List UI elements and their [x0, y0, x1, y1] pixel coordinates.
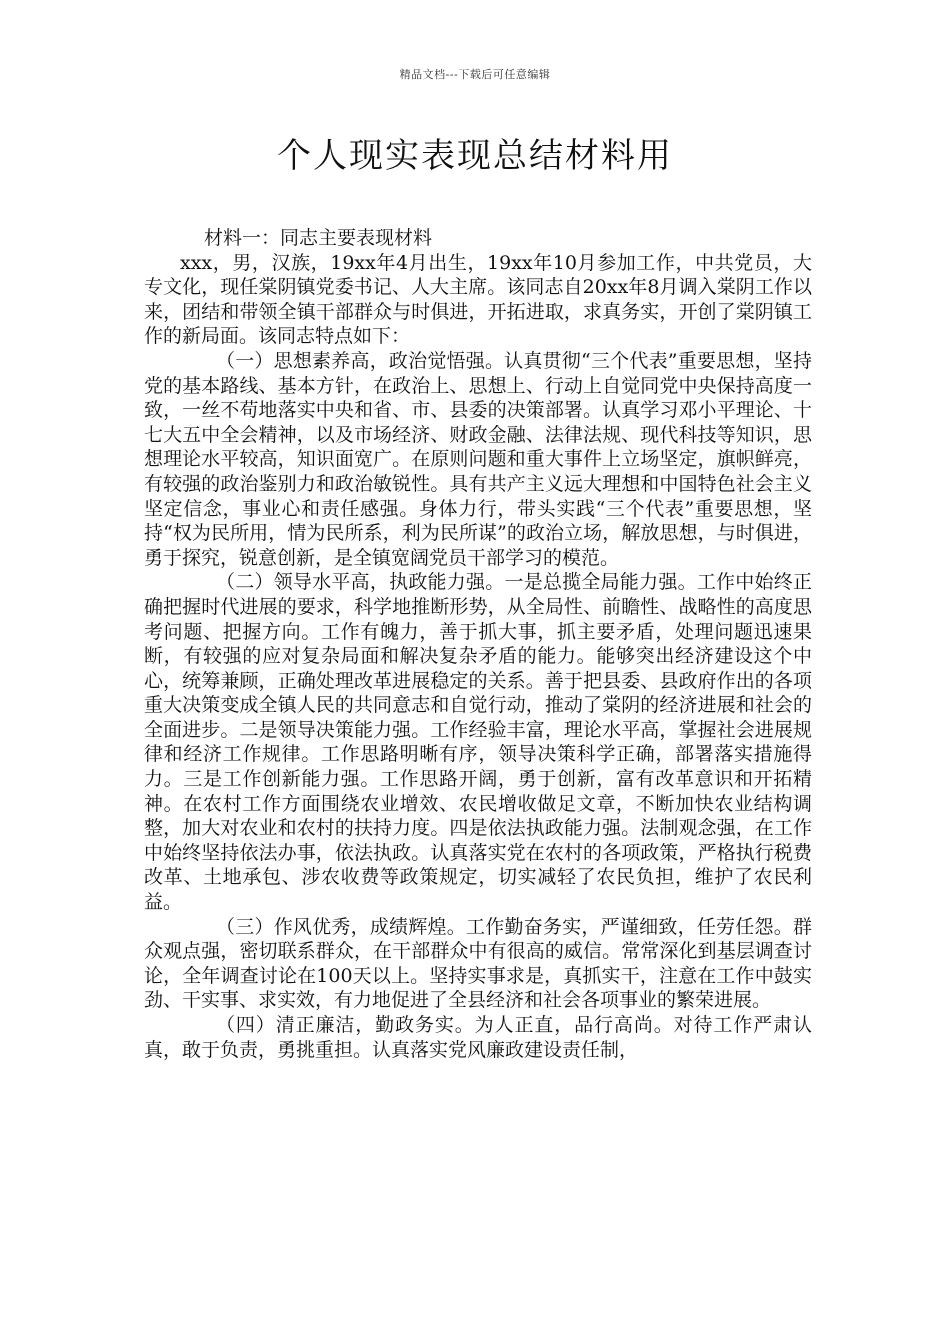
- material-subheading: 材料一：同志主要表现材料: [204, 227, 433, 249]
- header-note: 精品文档---下载后可任意编辑: [399, 68, 551, 81]
- paragraph-intro: xxx，男，汉族，19xx年4月出生，19xx年10月参加工作，中共党员，大专文化，现任棠阴镇党委书记、人大主席。该同志自20xx年8月调入棠阴工作以来，团结和带领全镇干部群众与时俱进，开拓进取，求真务实，开创了棠阴镇工作的新局面。该同志特点如下：: [144, 251, 812, 348]
- paragraph-section-4: （四）清正廉洁，勤政务实。为人正直，品行高尚。对待工作严肃认真，敢于负责，勇挑重担。认真落实党风廉政建设责任制，: [144, 1014, 812, 1061]
- paragraph-section-3: （三）作风优秀，成绩辉煌。工作勤奋务实，严谨细致，任劳任怨。群众观点强，密切联系群众，在干部群众中有很高的威信。常常深化到基层调查讨论，全年调查讨论在100天以上。坚持实事求是，真抓实干，注意在工作中鼓实劲、干实事、求实效，有力地促进了全县经济和社会各项事业的繁荣进展。: [144, 915, 812, 1012]
- document-title: 个人现实表现总结材料用: [277, 136, 673, 176]
- paragraph-section-1: （一）思想素养高，政治觉悟强。认真贯彻“三个代表”重要思想，坚持党的基本路线、基本方针，在政治上、思想上、行动上自觉同党中央保持高度一致，一丝不苟地落实中央和省、市、县委的决策部署。认真学习邓小平理论、十七大五中全会精神，以及市场经济、财政金融、法律法规、现代科技等知识，思想理论水平较高，知识面宽广。在原则问题和重大事件上立场坚定，旗帜鲜亮，有较强的政治鉴别力和政治敏锐性。具有共产主义远大理想和中国特色社会主义坚定信念，事业心和责任感强。身体力行，带头实践“三个代表”重要思想，坚持“权为民所用，情为民所系，利为民所谋”的政治立场，解放思想，与时俱进，勇于探究，锐意创新，是全镇宽阔党员干部学习的模范。: [144, 349, 812, 569]
- paragraph-section-2: （二）领导水平高，执政能力强。一是总揽全局能力强。工作中始终正确把握时代进展的要求，科学地推断形势，从全局性、前瞻性、战略性的高度思考问题、把握方向。工作有魄力，善于抓大事，抓主要矛盾，处理问题迅速果断，有较强的应对复杂局面和解决复杂矛盾的能力。能够突出经济建设这个中心，统筹兼顾，正确处理改革进展稳定的关系。善于把县委、县政府作出的各项重大决策变成全镇人民的共同意志和自觉行动，推动了棠阴的经济进展和社会的全面进步。二是领导决策能力强。工作经验丰富，理论水平高，掌握社会进展规律和经济工作规律。工作思路明晰有序，领导决策科学正确，部署落实措施得力。三是工作创新能力强。工作思路开阔，勇于创新，富有改革意识和开拓精神。在农村工作方面围绕农业增效、农民增收做足文章，不断加快农业结构调整，加大对农业和农村的扶持力度。四是依法执政能力强。法制观念强，在工作中始终坚持依法办事，依法执政。认真落实党在农村的各项政策，严格执行税费改革、土地承包、涉农收费等政策规定，切实减轻了农民负担，维护了农民利益。: [144, 571, 812, 914]
- document-body: [144, 226, 812, 1062]
